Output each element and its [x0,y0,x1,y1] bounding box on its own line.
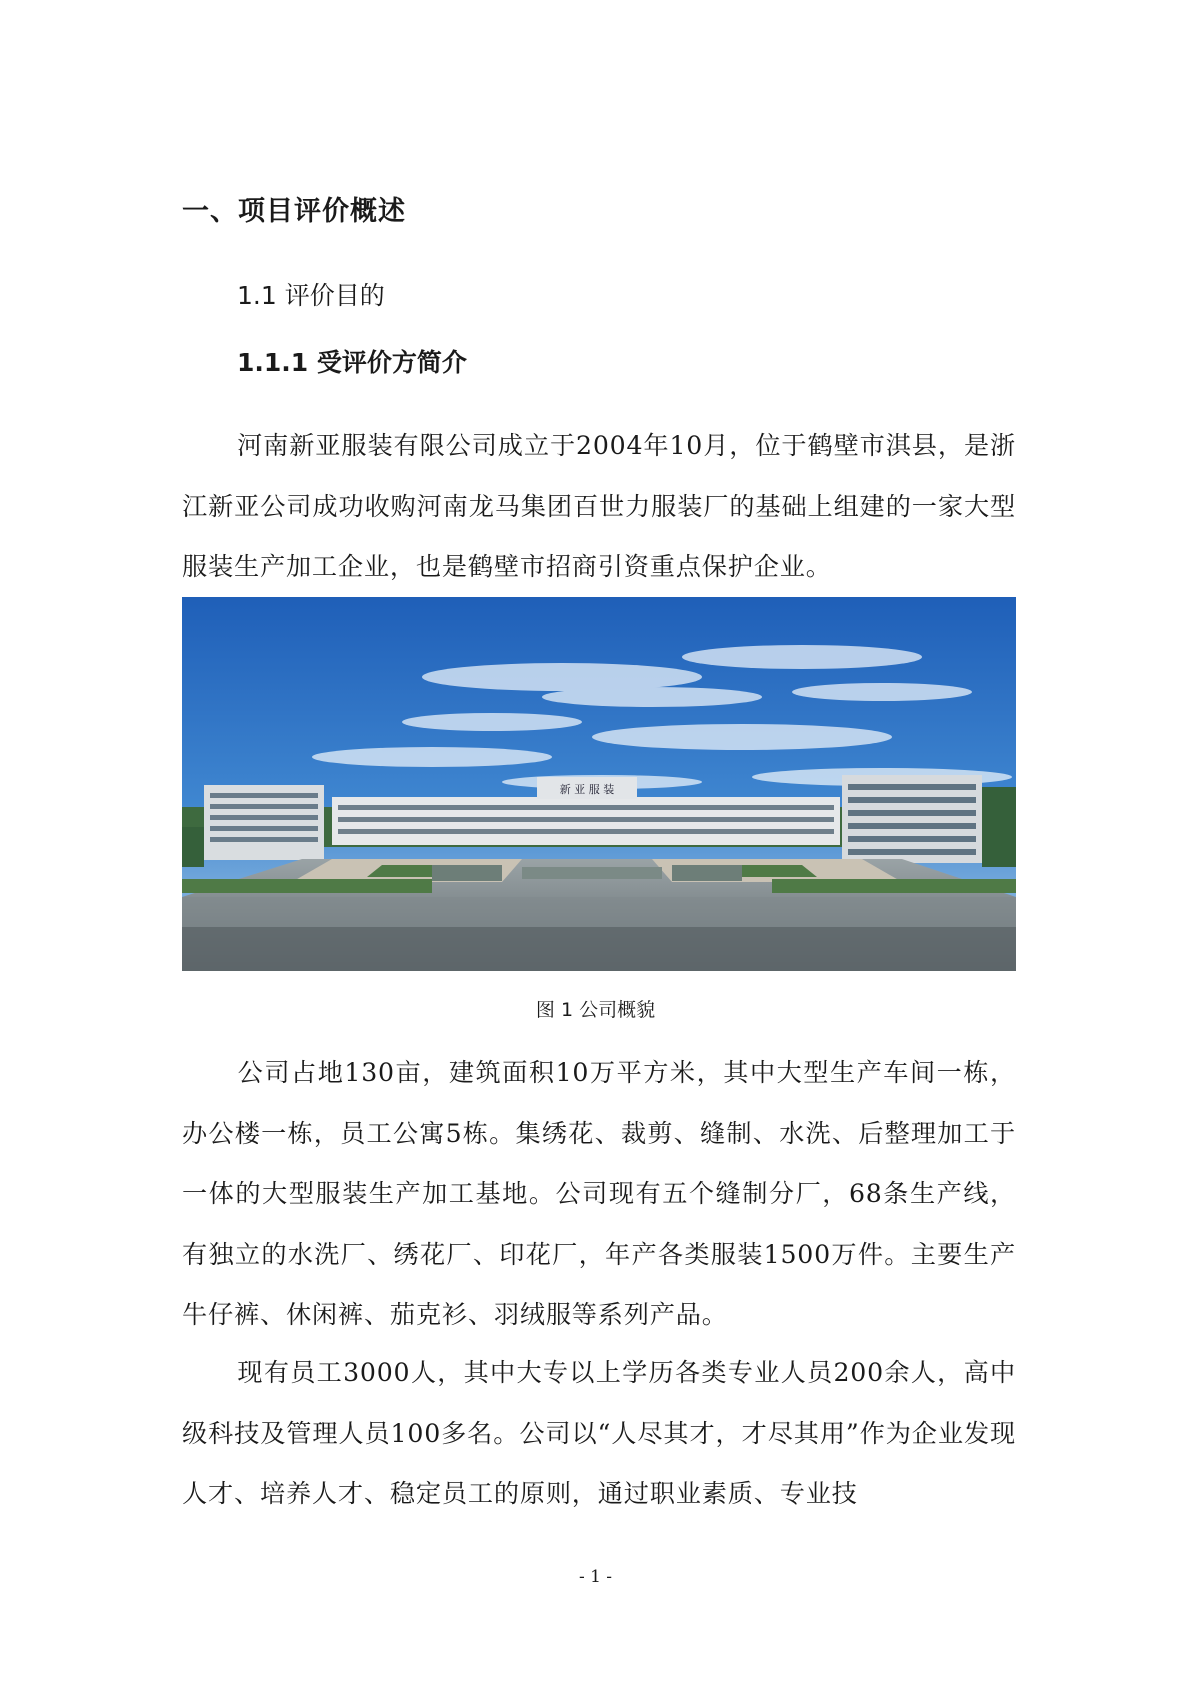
subsubsection-heading: 1.1.1 受评价方简介 [237,348,467,377]
section-heading: 一、项目评价概述 [182,196,406,227]
subsection-heading: 1.1 评价目的 [237,281,385,310]
figure-caption: 图 1 公司概貌 [535,999,656,1021]
company-scale-paragraph-text: 公司占地130亩，建筑面积10万平方米，其中大型生产车间一栋，办公楼一栋，员工公寓5栋。集绣花、裁剪、缝制、水洗、后整理加工于一体的大型服装生产加工基地。公司现有五个缝制分厂，68条生产线，有独立的水洗厂、绣花厂、印花厂，年产各类服装1500万件。主要生产牛仔裤、休闲裤、茄克衫、羽绒服等系列产品。 [182,1058,1016,1329]
intro-paragraph [182,416,1016,598]
staff-paragraph [182,1343,1016,1525]
page-number: - 1 - [578,1567,613,1587]
intro-paragraph-text: 河南新亚服装有限公司成立于2004年10月，位于鹤壁市淇县，是浙江新亚公司成功收购河南龙马集团百世力服装厂的基础上组建的一家大型服装生产加工企业，也是鹤壁市招商引资重点保护企业。 [182,431,1016,581]
company-photo [182,597,1016,971]
staff-paragraph-text: 现有员工3000人，其中大专以上学历各类专业人员200余人，高中级科技及管理人员100多名。公司以“人尽其才，才尽其用”作为企业发现人才、培养人才、稳定员工的原则，通过职业素质、专业技 [182,1358,1016,1508]
company-scale-paragraph [182,1043,1016,1346]
building-sign: 新 亚 服 装 [559,783,615,796]
